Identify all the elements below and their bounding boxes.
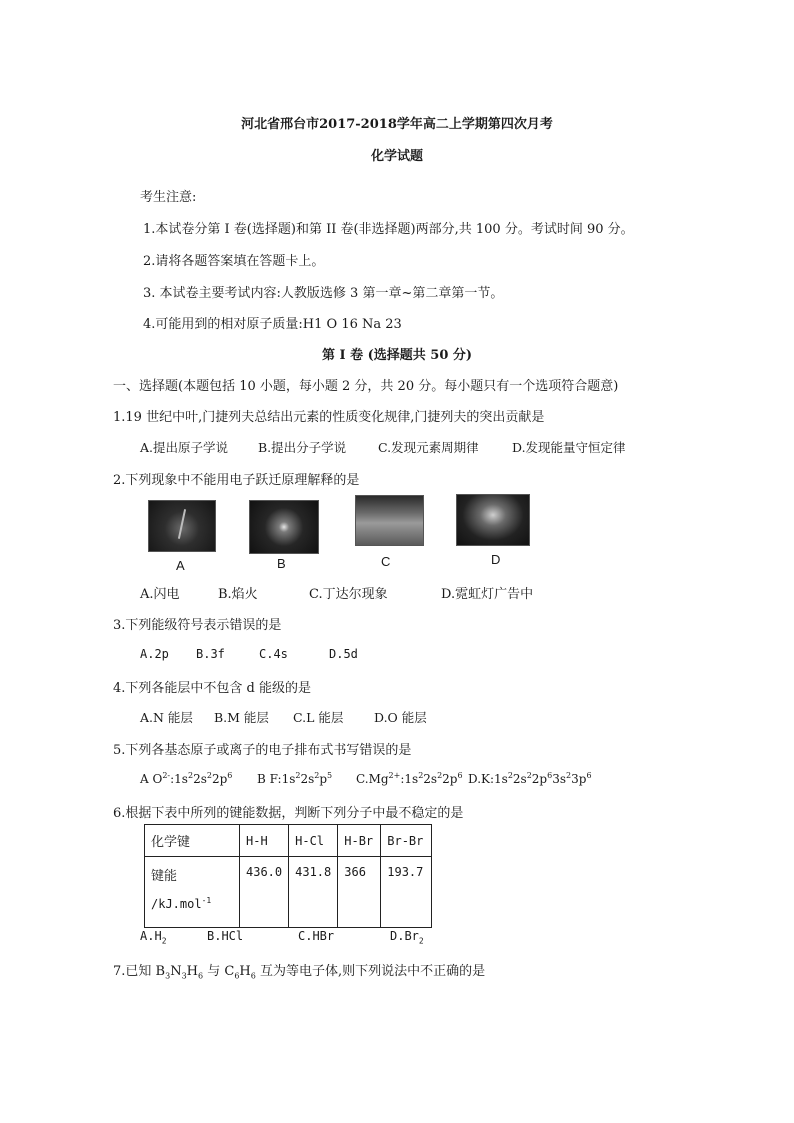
page-subtitle: 化学试题 — [370, 149, 423, 164]
table-header-row — [145, 825, 432, 857]
question-2-option-b: B.焰火 — [218, 587, 258, 602]
question-2-option-a: A.闪电 — [140, 587, 180, 602]
question-1-stem: 1.19 世纪中叶,门捷列夫总结出元素的性质变化规律,门捷列夫的突出贡献是 — [113, 410, 545, 425]
question-1-option-d: D.发现能量守恒定律 — [512, 440, 626, 455]
question-3-option-a: A.2p — [140, 647, 169, 661]
question-6-option-d: $D.Br_2$ — [390, 929, 424, 946]
notice-item: 1.本试卷分第 I 卷(选择题)和第 II 卷(非选择题)两部分,共 100 分。考试时间 90 分。 — [143, 222, 634, 237]
question-5-option-a: A $O^{2-}:1s^22s^22p^6$ — [140, 771, 233, 786]
notice-item: 3. 本试卷主要考试内容:人教版选修 3 第一章~第二章第一节。 — [143, 286, 504, 301]
image-label-d: D — [491, 552, 501, 567]
lightning-image — [148, 500, 216, 552]
table-cell: 436.0 — [240, 857, 289, 928]
question-7-stem: 7.已知 $B_3N_3H_6$ 与 $C_6H_6$ 互为等电子体,则下列说法中不正确的是 — [113, 964, 486, 981]
question-1-option-b: B.提出分子学说 — [258, 440, 347, 455]
table-header-cell: H-Cl — [289, 825, 338, 857]
bond-energy-table — [144, 824, 432, 928]
question-4-option-c: C.L 能层 — [293, 710, 344, 725]
question-3-option-c: C.4s — [259, 647, 288, 661]
question-6-option-c: C.HBr — [298, 929, 335, 943]
question-4-stem: 4.下列各能层中不包含 d 能级的是 — [113, 681, 311, 696]
question-4-option-d: D.O 能层 — [374, 710, 427, 725]
neon-sign-image — [456, 494, 530, 546]
page-title: 河北省邢台市2017-2018学年高二上学期第四次月考 — [241, 117, 553, 132]
table-header-cell: Br-Br — [381, 825, 432, 857]
table-header-cell: H-H — [240, 825, 289, 857]
question-5-option-d: $D.K:1s^22s^22p^63s^23p^6$ — [468, 771, 592, 786]
image-label-c: C — [381, 554, 391, 569]
question-5-option-c: $C.Mg^{2+}:1s^22s^22p^6$ — [356, 771, 463, 786]
table-cell: 193.7 — [381, 857, 432, 928]
table-header-cell: H-Br — [338, 825, 381, 857]
image-label-a: A — [176, 558, 185, 573]
question-1-option-c: C.发现元素周期律 — [378, 440, 479, 455]
question-2-stem: 2.下列现象中不能用电子跃迁原理解释的是 — [113, 473, 360, 488]
table-row — [145, 857, 432, 928]
question-5-stem: 5.下列各基态原子或离子的电子排布式书写错误的是 — [113, 743, 412, 758]
part-heading: 一、选择题(本题包括 10 小题，每小题 2 分，共 20 分。每小题只有一个选项符合题意) — [113, 379, 619, 394]
section-title: 第 I 卷 (选择题共 50 分) — [321, 348, 473, 363]
question-2-option-d: D.霓虹灯广告中 — [441, 587, 534, 602]
table-cell: 431.8 — [289, 857, 338, 928]
question-6-option-b: B.HCl — [207, 929, 244, 943]
question-6-stem: 6.根据下表中所列的键能数据，判断下列分子中最不稳定的是 — [113, 806, 464, 821]
notice-item: 4.可能用到的相对原子质量:H1 O 16 Na 23 — [143, 317, 402, 332]
image-label-b: B — [277, 556, 286, 571]
question-3-stem: 3.下列能级符号表示错误的是 — [113, 618, 282, 633]
tyndall-effect-image — [355, 495, 424, 546]
question-2-option-c: C.丁达尔现象 — [309, 587, 388, 602]
table-cell: 366 — [338, 857, 381, 928]
table-header-cell: 化学键 — [145, 825, 240, 857]
question-6-option-a: $A.H_2$ — [140, 929, 167, 946]
question-4-option-a: A.N 能层 — [140, 710, 193, 725]
fireworks-image — [249, 500, 319, 554]
question-1-option-a: A.提出原子学说 — [140, 440, 229, 455]
question-3-option-d: D.5d — [329, 647, 358, 661]
notice-heading: 考生注意: — [140, 190, 197, 205]
notice-item: 2.请将各题答案填在答题卡上。 — [143, 254, 325, 269]
question-4-option-b: B.M 能层 — [214, 710, 269, 725]
table-row-label: 键能 /kJ.mol$^{-1}$ — [145, 857, 240, 928]
question-3-option-b: B.3f — [196, 647, 225, 661]
question-5-option-b: B $F:1s^22s^2p^5$ — [257, 771, 333, 786]
